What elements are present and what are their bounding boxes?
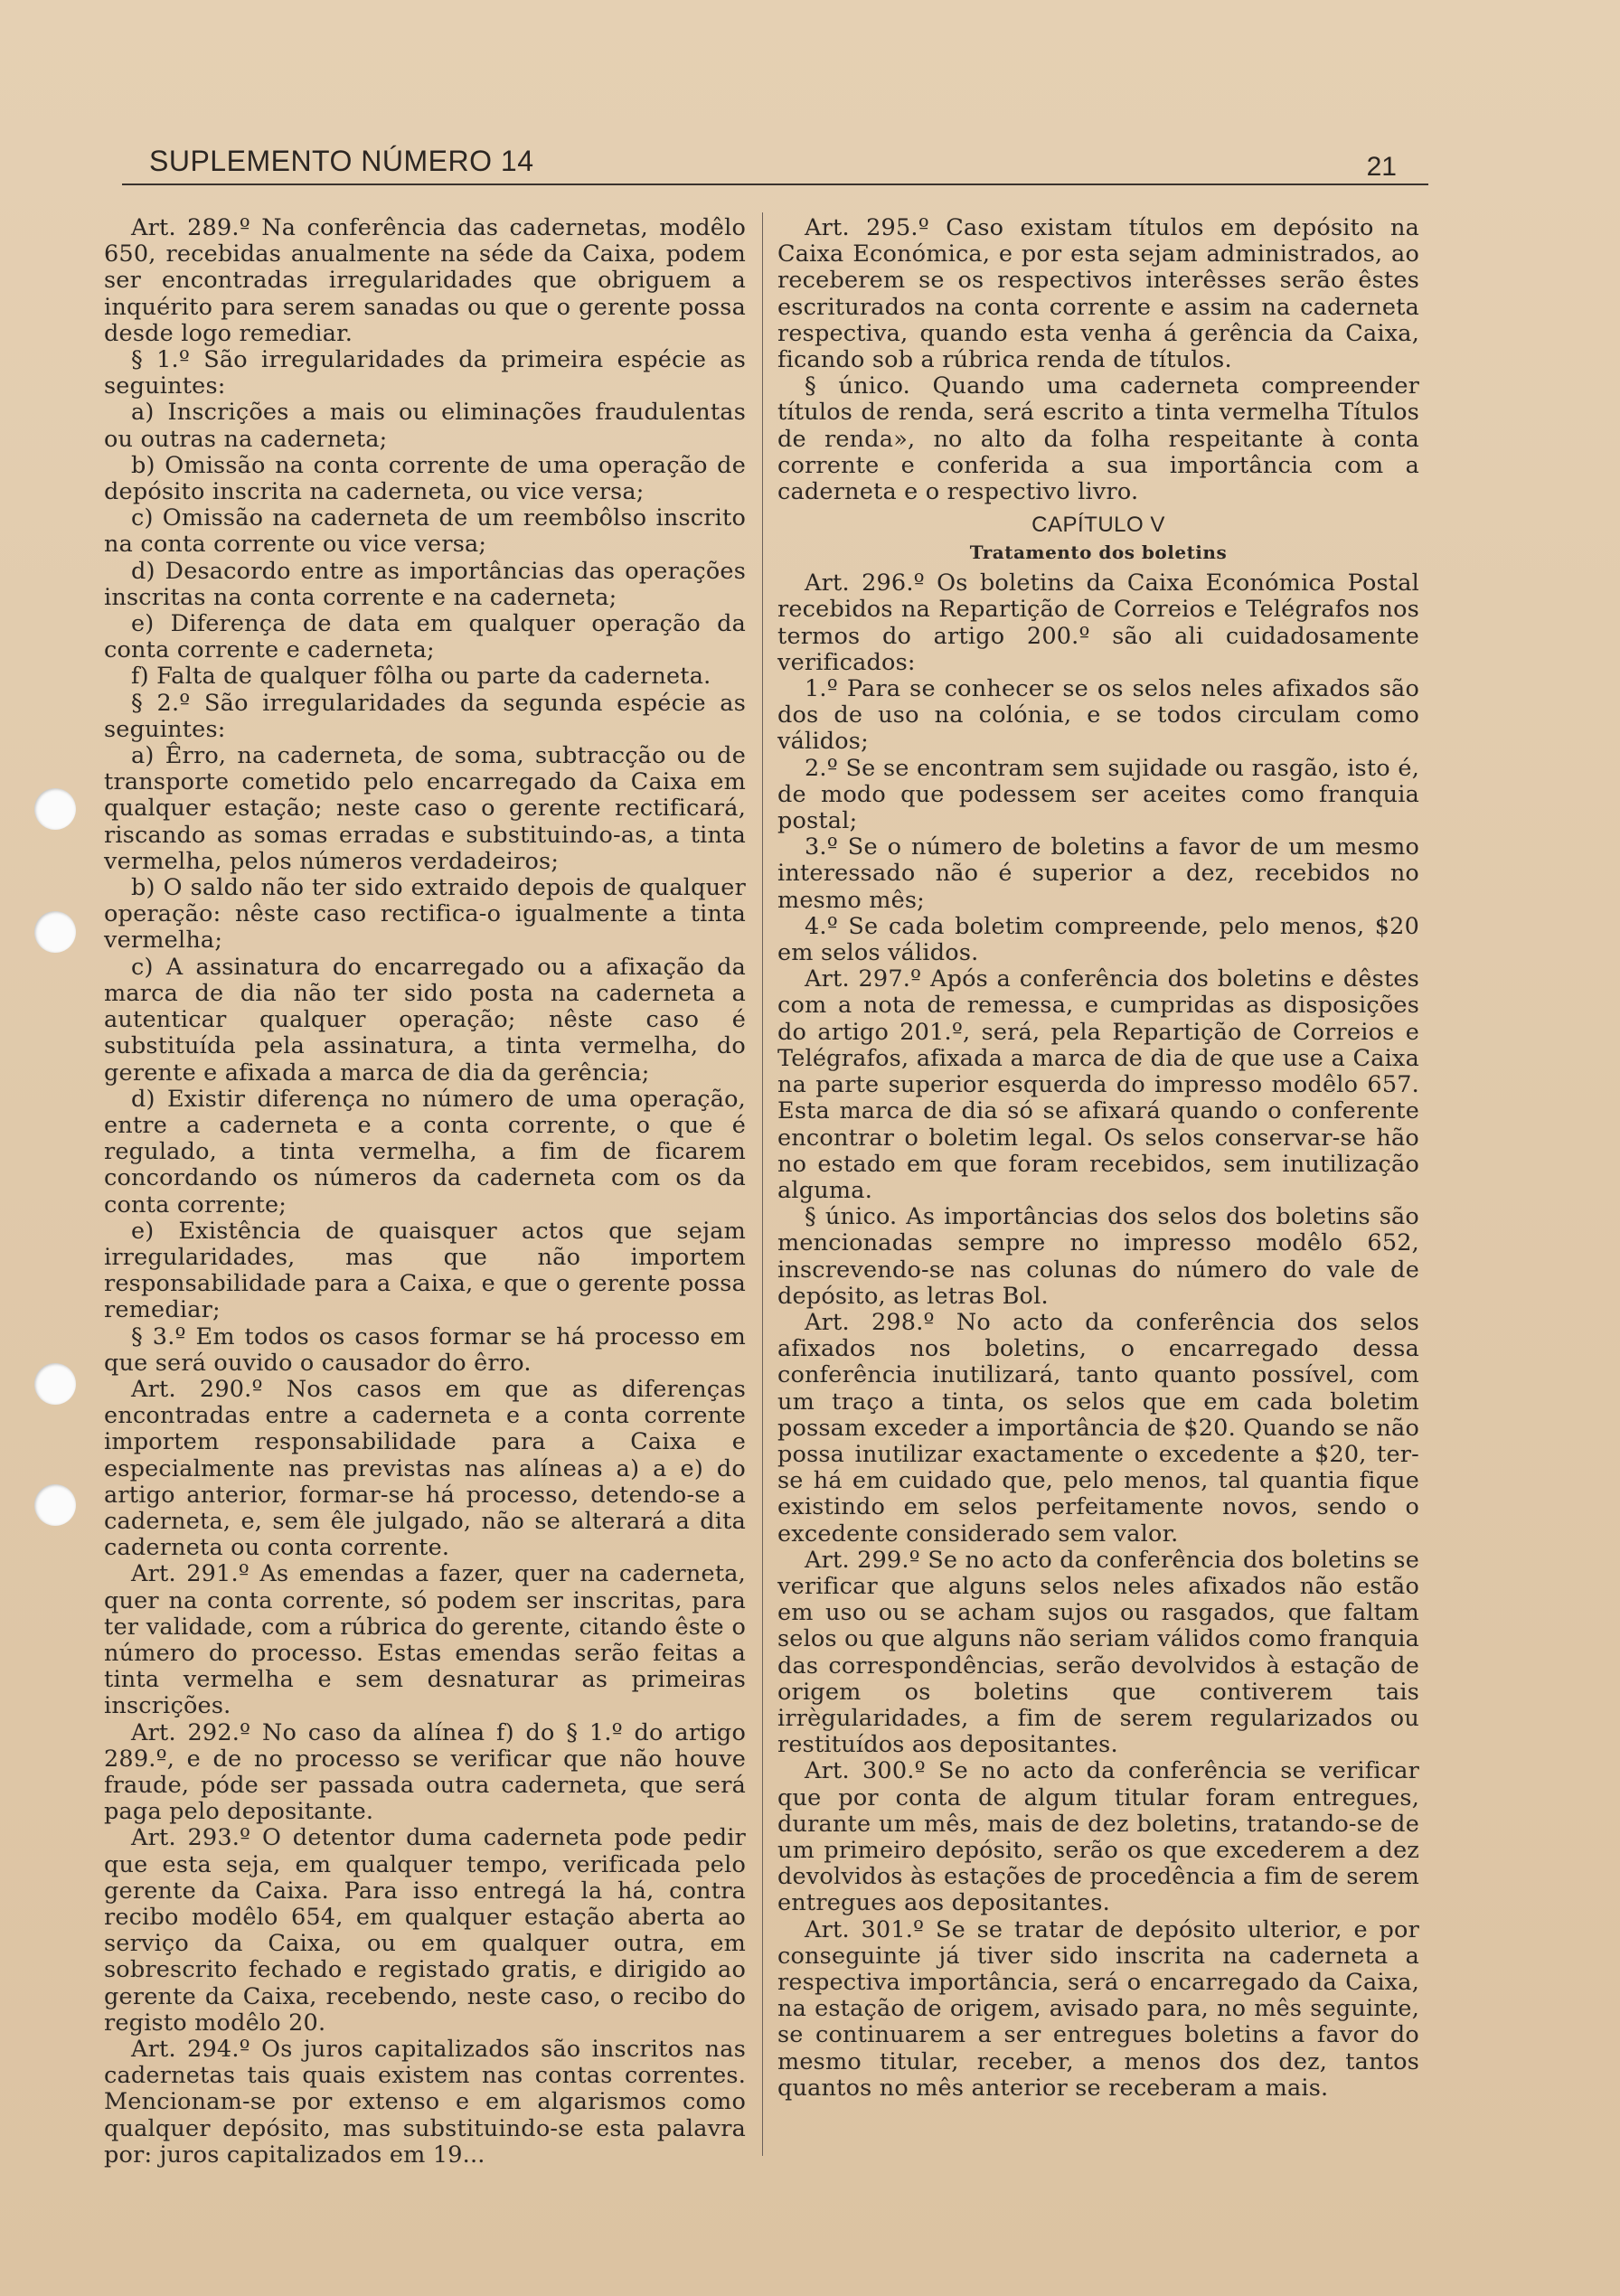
- header-rule: [122, 183, 1428, 185]
- punch-hole: [34, 788, 76, 830]
- chapter-heading: CAPÍTULO V: [1031, 513, 1165, 538]
- paragraph: Art. 292.º No caso da alínea f) do § 1.º do artigo 289.º, e de no processo se verificar que não houve fraude, póde ser passada outra caderneta, que será paga pelo depositante.: [104, 1718, 746, 1826]
- section-title: Tratamento dos boletins: [969, 541, 1228, 564]
- page-header: [118, 137, 1428, 183]
- paragraph: c) A assinatura do encarregado ou a afixação da marca de dia não ter sido posta na caderneta a autenticar qualquer operação; nêste caso é substituída pela assinatura, a tinta vermelha, do gerente e afixada a marca de dia da gerência;: [104, 953, 746, 1087]
- paragraph: Art. 300.º Se no acto da conferência se verificar que por conta de algum titular foram entregues, durante um mês, mais de dez boletins, tratando-se de um primeiro depósito, serão os que excederem a dez devolvidos às estações de procedência a fim de serem entregues aos depositantes.: [777, 1757, 1419, 1917]
- paragraph: Art. 301.º Se se tratar de depósito ulterior, e por conseguinte já tiver sido inscrita na caderneta a respectiva importância, será o encarregado da Caixa, na estação de origem, avisado para, no mês seguinte, se continuarem a ser entregues boletins a favor do mesmo titular, receber, a menos dos dez, tantos quantos no mês anterior se receberam a mais.: [777, 1915, 1419, 2102]
- paragraph: 4.º Se cada boletim compreende, pelo menos, $20 em selos válidos.: [777, 912, 1419, 967]
- paragraph: d) Desacordo entre as importâncias das operações inscritas na conta corrente e na caderneta;: [104, 557, 746, 611]
- paragraph: § 1.º São irregularidades da primeira espécie as seguintes:: [104, 346, 746, 400]
- paragraph: § único. Quando uma caderneta compreender títulos de renda, será escrito a tinta vermelha Títulos de renda», no alto da folha respeitante à conta corrente e conferida a sua importância com a caderneta e o respectivo livro.: [777, 372, 1419, 506]
- paragraph: Art. 293.º O detentor duma caderneta pode pedir que esta seja, em qualquer tempo, verificada pelo gerente da Caixa. Para isso entregá la há, contra recibo modêlo 654, em qualquer estação aberta ao serviço da Caixa, ou em qualquer outra, em sobrescrito fechado e registado gratis, e dirigido ao gerente da Caixa, recebendo, neste caso, o recibo do registo modêlo 20.: [104, 1824, 746, 2037]
- paragraph: Art. 290.º Nos casos em que as diferenças encontradas entre a caderneta e a conta corrente importem responsabilidade para a Caixa e especialmente nas previstas nas alíneas a) a e) do artigo anterior, formar-se há processo, detendo-se a caderneta, e, sem êle julgado, não se alterará a dita caderneta ou conta corrente.: [104, 1375, 746, 1562]
- paragraph: a) Êrro, na caderneta, de soma, subtracção ou de transporte cometido pelo encarregado da Caixa em qualquer estação; neste caso o gerente rectificará, riscando as somas erradas e substituindo-as, a tinta vermelha, pelos números verdadeiros;: [104, 742, 746, 875]
- left-column: [104, 215, 746, 2169]
- paragraph: § 3.º Em todos os casos formar se há processo em que será ouvido o causador do êrro.: [104, 1322, 746, 1377]
- paragraph: Art. 295.º Caso existam títulos em depósito na Caixa Económica, e por esta sejam administrados, ao receberem se os respectivos interêsses serão êstes escriturados na conta corrente e assim na caderneta respectiva, quando esta venha á gerência da Caixa, ficando sob a rúbrica renda de títulos.: [777, 214, 1419, 374]
- paragraph: Art. 296.º Os boletins da Caixa Económica Postal recebidos na Repartição de Correios e Telégrafos nos termos do artigo 200.º são ali cuidadosamente verificados:: [777, 569, 1419, 676]
- paragraph: b) O saldo não ter sido extraido depois de qualquer operação: nêste caso rectifica-o igualmente a tinta vermelha;: [104, 874, 746, 955]
- paragraph: Art. 297.º Após a conferência dos boletins e dêstes com a nota de remessa, e cumpridas as disposições do artigo 201.º, será, pela Repartição de Correios e Telégrafos, afixada a marca de dia de que use a Caixa na parte superior esquerda do impresso modêlo 657. Esta marca de dia só se afixará quando o conferente encontrar o boletim legal. Os selos conservar-se hão no estado em que foram recebidos, sem inutilização alguma.: [777, 965, 1419, 1204]
- paragraph: a) Inscrições a mais ou eliminações fraudulentas ou outras na caderneta;: [104, 399, 746, 453]
- punch-hole: [34, 1363, 76, 1405]
- page-number: 21: [1366, 152, 1397, 182]
- paragraph: Art. 289.º Na conferência das cadernetas, modêlo 650, recebidas anualmente na séde da Caixa, podem ser encontradas irregularidades que obriguem a inquérito para serem sanadas ou que o gerente possa desde logo remediar.: [104, 214, 746, 347]
- paragraph: e) Existência de quaisquer actos que sejam irregularidades, mas que não importem responsabilidade para a Caixa, e que o gerente possa remediar;: [104, 1217, 746, 1324]
- paragraph: Art. 299.º Se no acto da conferência dos boletins se verificar que alguns selos neles afixados não estão em uso ou se acham sujos ou rasgados, que faltam selos ou que alguns não seriam válidos como franquia das correspondências, serão devolvidos à estação de origem os boletins que contiverem tais irrègularidades, a fim de serem regularizados ou restituídos aos depositantes.: [777, 1546, 1419, 1759]
- punch-hole: [34, 911, 76, 953]
- paragraph: e) Diferença de data em qualquer operação da conta corrente e caderneta;: [104, 610, 746, 664]
- paragraph: 1.º Para se conhecer se os selos neles afixados são dos de uso na colónia, e se todos circulam como válidos;: [777, 675, 1419, 756]
- paragraph: § único. As importâncias dos selos dos boletins são mencionadas sempre no impresso modêlo 652, inscrevendo-se nas colunas do número do vale de depósito, as letras Bol.: [777, 1203, 1419, 1310]
- paragraph: Art. 298.º No acto da conferência dos selos afixados nos boletins, o encarregado dessa conferência inutilizará, tanto quanto possível, com um traço a tinta, os selos que em cada boletim possam exceder a importância de $20. Quando se não possa inutilizar exactamente o excedente a $20, ter-se há em cuidado que, pelo menos, tal quantia fique existindo em selos perfeitamente novos, sendo o excedente considerado sem valor.: [777, 1308, 1419, 1548]
- paragraph: b) Omissão na conta corrente de uma operação de depósito inscrita na caderneta, ou vice versa;: [104, 451, 746, 506]
- paragraph: Art. 294.º Os juros capitalizados são inscritos nas cadernetas tais quais existem nas contas correntes. Mencionam-se por extenso e em algarismos como qualquer depósito, mas substituindo-se esta palavra por: juros capitalizados em 19...: [104, 2036, 746, 2169]
- paragraph: Art. 291.º As emendas a fazer, quer na caderneta, quer na conta corrente, só podem ser inscritas, para ter validade, com a rúbrica do gerente, citando êste o número do processo. Estas emendas serão feitas a tinta vermelha e sem desnaturar as primeiras inscrições.: [104, 1560, 746, 1720]
- paragraph: 3.º Se o número de boletins a favor de um mesmo interessado não é superior a dez, recebidos no mesmo mês;: [777, 833, 1419, 914]
- paragraph: c) Omissão na caderneta de um reembôlso inscrito na conta corrente ou vice versa;: [104, 504, 746, 559]
- paragraph: f) Falta de qualquer fôlha ou parte da caderneta.: [131, 663, 711, 691]
- right-column: [777, 215, 1419, 2102]
- punch-hole: [34, 1484, 76, 1526]
- paragraph: 2.º Se se encontram sem sujidade ou rasgão, isto é, de modo que podessem ser aceites como franquia postal;: [777, 754, 1419, 835]
- column-divider: [762, 212, 763, 2156]
- paragraph: § 2.º São irregularidades da segunda espécie as seguintes:: [104, 689, 746, 743]
- paragraph: d) Existir diferença no número de uma operação, entre a caderneta e a conta corrente, o que é regulado, a tinta vermelha, a fim de ficarem concordando os números da caderneta com os da conta corrente;: [104, 1085, 746, 1219]
- running-title: SUPLEMENTO NÚMERO 14: [149, 145, 534, 177]
